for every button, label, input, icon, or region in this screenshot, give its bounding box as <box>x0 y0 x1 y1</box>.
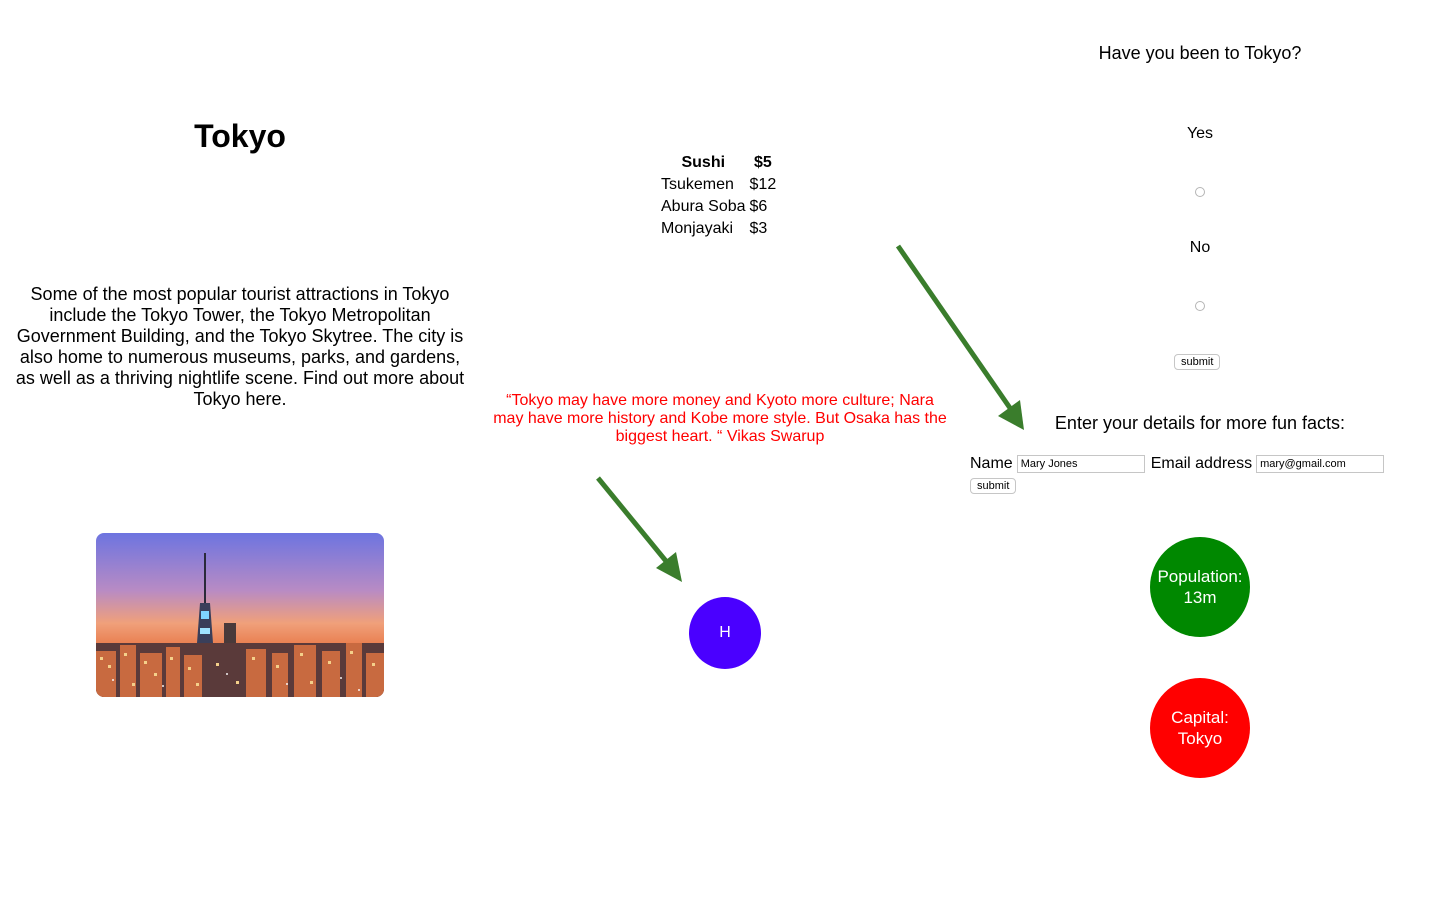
intro-paragraph: Some of the most popular tourist attractions in Tokyo include the Tokyo Tower, the Tokyo Metropolitan Government Building, and the Tokyo Skytree. The city is also home to numerous museums, parks, and gardens, as well as a thriving nightlife scene. Find out more about Tokyo here. <box>15 284 465 409</box>
food-name-cell: Abura Soba <box>661 198 746 215</box>
radio-yes[interactable] <box>1195 187 1205 197</box>
page-title: Tokyo <box>194 118 286 154</box>
details-submit-button[interactable]: submit <box>970 478 1016 494</box>
email-field[interactable] <box>1256 455 1384 473</box>
table-row <box>660 219 777 239</box>
details-form <box>970 455 1384 473</box>
table-row <box>660 175 777 195</box>
radio-label-no: No <box>1189 239 1211 256</box>
survey-submit-button[interactable]: submit <box>1174 354 1220 370</box>
name-field[interactable] <box>1017 455 1145 473</box>
name-label: Name <box>970 455 1013 472</box>
food-price-table <box>658 151 779 241</box>
table-header-cell: Sushi <box>681 154 726 171</box>
radio-label-yes: Yes <box>1186 125 1214 142</box>
details-heading: Enter your details for more fun facts: <box>1054 413 1346 433</box>
h-circle: H <box>689 597 761 669</box>
osaka-quote: “Tokyo may have more money and Kyoto more culture; Nara may have more history and Kobe more style. But Osaka has the biggest heart. “ Vikas Swarup <box>493 392 947 445</box>
survey-question: Have you been to Tokyo? <box>1098 43 1302 63</box>
table-row <box>660 197 777 217</box>
table-header-row <box>660 153 777 173</box>
radio-no[interactable] <box>1195 301 1205 311</box>
email-label: Email address <box>1150 455 1253 472</box>
arrow-down-right-icon <box>590 470 690 590</box>
population-circle: Population: 13m <box>1150 537 1250 637</box>
capital-circle: Capital: Tokyo <box>1150 678 1250 778</box>
tokyo-skyline-image <box>96 533 384 697</box>
food-price-cell: $6 <box>749 198 768 215</box>
food-name-cell: Monjayaki <box>661 220 734 237</box>
food-price-cell: $12 <box>749 176 777 193</box>
table-header-cell: $5 <box>753 154 772 171</box>
arrow-down-right-icon <box>890 238 1030 434</box>
food-name-cell: Tsukemen <box>661 176 734 193</box>
food-price-cell: $3 <box>749 220 768 237</box>
